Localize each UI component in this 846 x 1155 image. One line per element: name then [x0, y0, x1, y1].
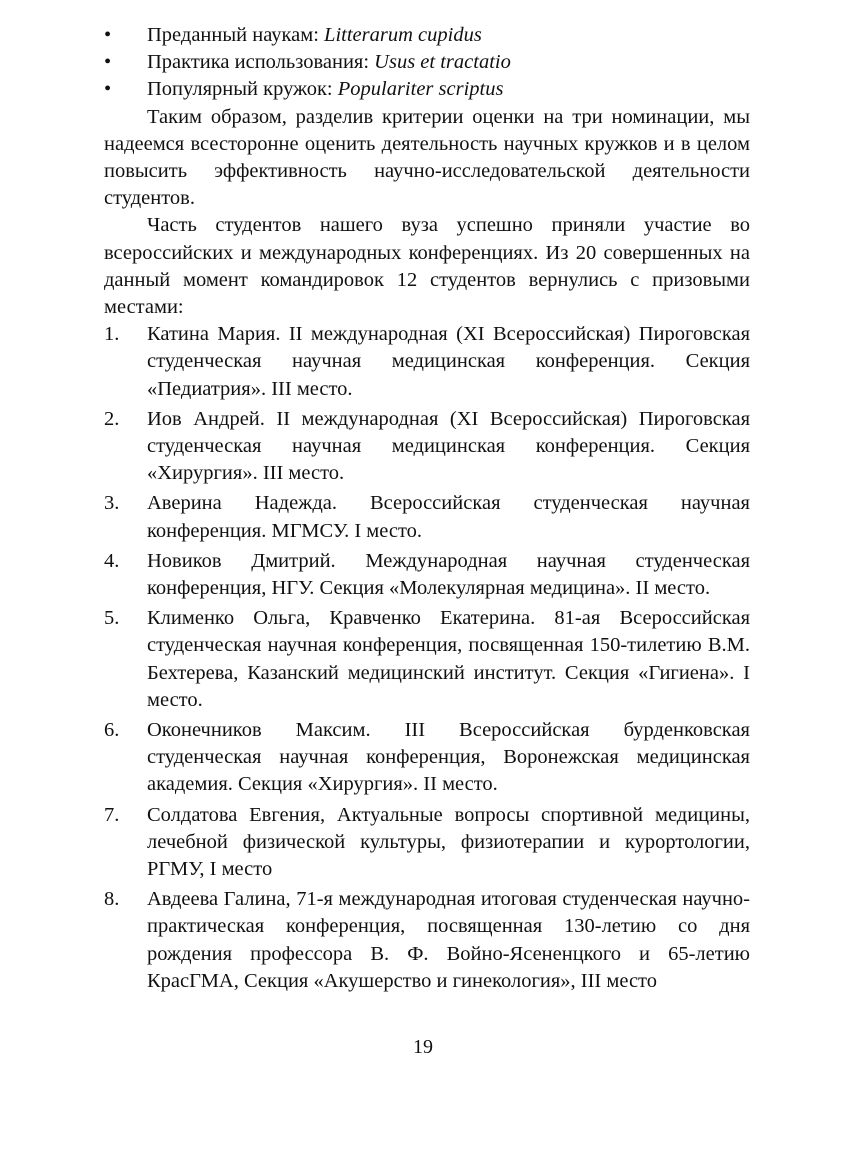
nomination-label: Практика использования:	[147, 51, 375, 74]
nomination-label: Популярный кружок:	[147, 78, 338, 101]
award-item	[104, 490, 750, 544]
paragraph-intro-awards: Часть студентов нашего вуза успешно приняли участие во всероссийских и международных конференциях. Из 20 совершенных на данный момент командировок 12 студентов вернулись с призовыми местами:	[104, 214, 750, 318]
award-text: Аверина Надежда. Всероссийская студенческая научная конференция. МГМСУ. I место.	[147, 492, 750, 542]
award-number: 5.	[104, 607, 120, 630]
award-text: Авдеева Галина, 71-я международная итоговая студенческая научно-практическая конференция, посвященная 130-летию со дня рождения профессора В. Ф. Войно-Ясененцкого и 65-летию КрасГМА, Секция «Акушерство и гинекология», III место	[147, 888, 750, 992]
award-text: Клименко Ольга, Кравченко Екатерина. 81-ая Всероссийская студенческая научная конференция, посвященная 150-тилетию В.М. Бехтерева, Казанский медицинский институт. Секция «Гигиена». I место.	[147, 607, 750, 711]
award-text: Оконечников Максим. III Всероссийская бурденковская студенческая научная конференция, Воронежская медицинская академия. Секция «Хирургия». II место.	[147, 719, 750, 796]
award-number: 4.	[104, 549, 120, 572]
bullet-mark: •	[104, 24, 112, 46]
award-text: Катина Мария. II международная (XI Всероссийская) Пироговская студенческая научная медицинская конференция. Секция «Педиатрия». III место.	[147, 323, 750, 400]
award-number: 3.	[104, 492, 120, 515]
award-number: 8.	[104, 888, 120, 911]
award-item	[104, 406, 750, 488]
award-text: Солдатова Евгения, Актуальные вопросы спортивной медицины, лечебной физической культуры, физиотерапии и курортологии, РГМУ, I место	[147, 803, 750, 881]
nomination-item	[104, 49, 750, 76]
nomination-item	[104, 22, 750, 49]
nomination-latin: Litterarum cupidus	[324, 24, 482, 46]
award-item	[104, 321, 750, 403]
bullet-mark: •	[104, 51, 112, 74]
paragraph-conclusion: Таким образом, разделив критерии оценки на три номинации, мы надеемся всесторонне оценить деятельность научных кружков и в целом повысить эффективность научно-исследовательской деятельности студентов.	[104, 105, 750, 210]
nomination-latin: Populariter scriptus	[337, 78, 504, 101]
nomination-label: Преданный наукам:	[147, 24, 325, 46]
awards-list	[104, 321, 750, 995]
award-item	[104, 548, 750, 602]
award-item	[104, 802, 750, 884]
nomination-latin: Usus et tractatio	[374, 51, 511, 74]
nomination-list	[104, 22, 750, 104]
award-text: Иов Андрей. II международная (XI Всероссийская) Пироговская студенческая научная медицинская конференция. Секция «Хирургия». III место.	[147, 407, 750, 485]
award-number: 2.	[104, 407, 120, 430]
nomination-item	[104, 76, 750, 103]
award-number: 7.	[104, 803, 120, 826]
award-item	[104, 886, 750, 995]
page-body	[104, 22, 750, 998]
award-item	[104, 605, 750, 714]
page-number: 19	[413, 1036, 433, 1058]
award-item	[104, 717, 750, 799]
bullet-mark: •	[104, 78, 112, 101]
award-number: 1.	[104, 323, 120, 346]
award-text: Новиков Дмитрий. Международная научная студенческая конференция, НГУ. Секция «Молекулярная медицина». II место.	[147, 549, 750, 600]
award-number: 6.	[104, 719, 120, 742]
